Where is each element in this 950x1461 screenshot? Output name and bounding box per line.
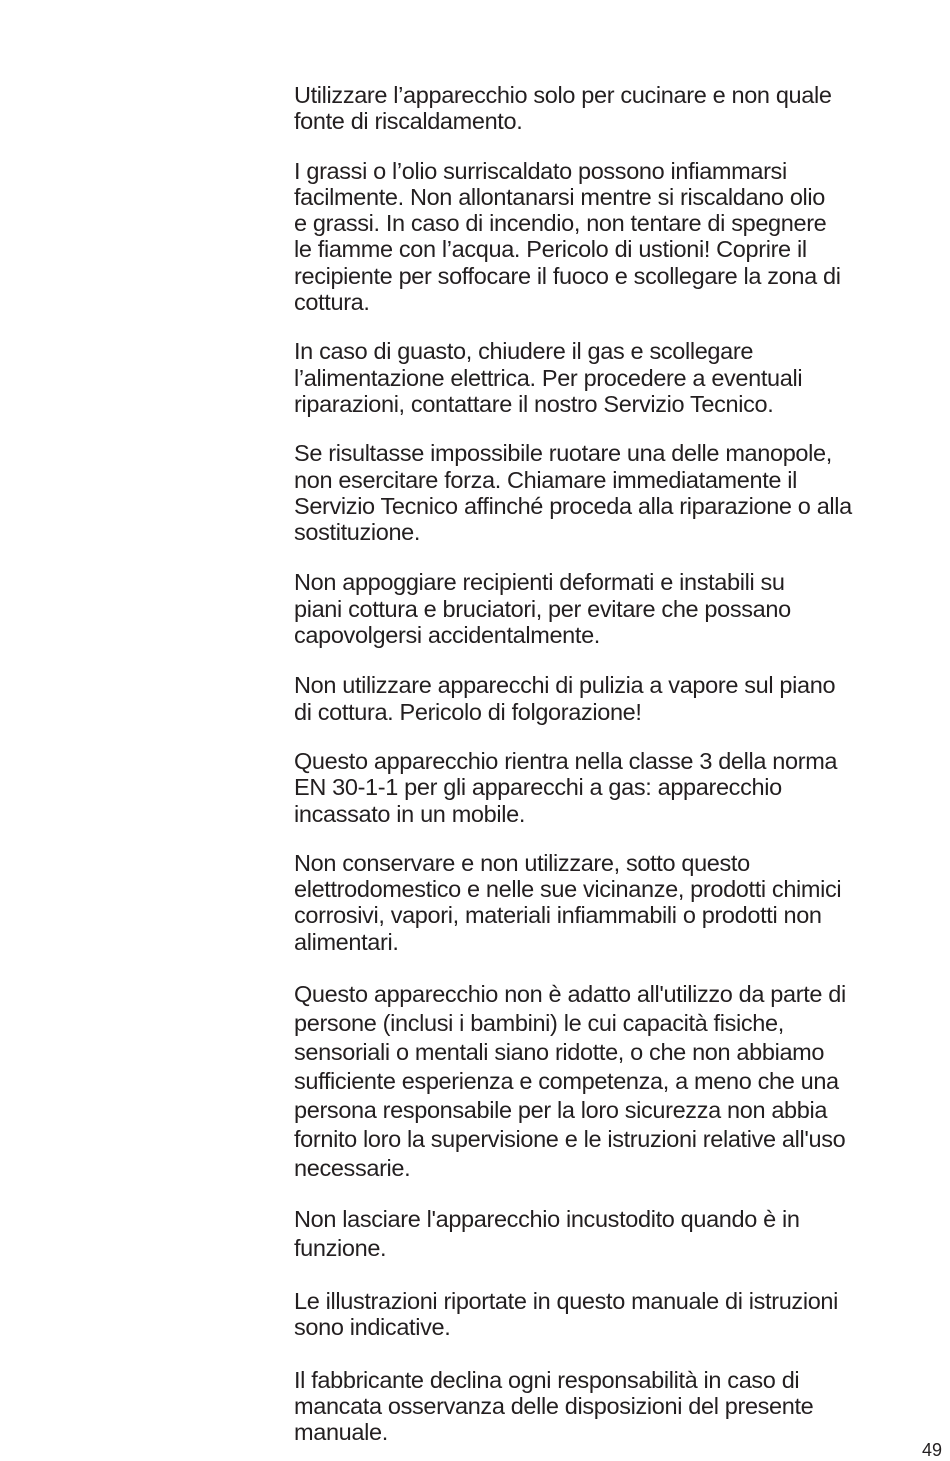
- paragraph-manufacturer-liability: [294, 1367, 924, 1446]
- text-line: non esercitare forza. Chiamare immediatamente il: [294, 466, 798, 493]
- text-line: e grassi. In caso di incendio, non tentare di spegnere: [294, 210, 827, 237]
- text-line: le fiamme con l’acqua. Pericolo di ustioni! Coprire il: [294, 236, 807, 263]
- text-line: Servizio Tecnico affinché proceda alla riparazione o alla: [294, 492, 852, 519]
- paragraph-knob: [294, 440, 924, 545]
- page-number: 49: [921, 1440, 942, 1460]
- text-line: fornito loro la supervisione e le istruzioni relative all'uso: [294, 1126, 846, 1153]
- paragraph-reduced-capacity: [294, 980, 924, 1183]
- text-line: EN 30-1-1 per gli apparecchi a gas: apparecchio: [294, 774, 782, 801]
- text-line: mancata osservanza delle disposizioni del presente: [294, 1392, 814, 1419]
- paragraph-unstable-pans: [294, 569, 924, 648]
- text-line: Le illustrazioni riportate in questo manuale di istruzioni: [294, 1288, 838, 1315]
- text-line: funzione.: [294, 1235, 387, 1262]
- text-line: In caso di guasto, chiudere il gas e scollegare: [294, 338, 754, 365]
- paragraph-fault: [294, 338, 924, 417]
- text-line: Il fabbricante declina ogni responsabilità in caso di: [294, 1366, 800, 1393]
- text-column: [294, 82, 924, 1446]
- text-line: persona responsabile per la loro sicurezza non abbia: [294, 1097, 828, 1124]
- paragraph-unattended: [294, 1205, 924, 1263]
- text-line: Utilizzare l’apparecchio solo per cucinare e non quale: [294, 82, 832, 108]
- text-line: Non conservare e non utilizzare, sotto questo: [294, 849, 750, 876]
- text-line: incassato in un mobile.: [294, 800, 526, 827]
- text-line: riparazioni, contattare il nostro Servizio Tecnico.: [294, 390, 774, 417]
- text-line: di cottura. Pericolo di folgorazione!: [294, 698, 642, 725]
- text-line: Non appoggiare recipienti deformati e instabili su: [294, 569, 785, 596]
- text-line: necessarie.: [294, 1155, 411, 1182]
- text-line: sensoriali o mentali siano ridotte, o che non abbiamo: [294, 1039, 825, 1066]
- text-line: I grassi o l’olio surriscaldato possono infiammarsi: [294, 157, 787, 184]
- text-line: persone (inclusi i bambini) le cui capacità fisiche,: [294, 1010, 784, 1037]
- text-line: piani cottura e bruciatori, per evitare che possano: [294, 595, 791, 622]
- text-line: Questo apparecchio non è adatto all'utilizzo da parte di: [294, 981, 846, 1008]
- text-line: capovolgersi accidentalmente.: [294, 622, 600, 649]
- text-line: corrosivi, vapori, materiali infiammabili o prodotti non: [294, 902, 822, 929]
- text-line: sostituzione.: [294, 519, 421, 546]
- text-line: l’alimentazione elettrica. Per procedere a eventuali: [294, 364, 803, 391]
- text-line: Non lasciare l'apparecchio incustodito quando è in: [294, 1206, 800, 1233]
- text-line: fonte di riscaldamento.: [294, 108, 523, 135]
- text-line: alimentari.: [294, 928, 399, 955]
- paragraph-cooking-only: [294, 82, 924, 135]
- paragraph-chemicals: [294, 850, 924, 955]
- paragraph-illustrations: [294, 1288, 924, 1341]
- text-line: manuale.: [294, 1419, 388, 1446]
- text-line: Se risultasse impossibile ruotare una delle manopole,: [294, 440, 832, 467]
- paragraph-steam-cleaner: [294, 672, 924, 725]
- paragraph-class-3: [294, 748, 924, 827]
- paragraph-hot-oil-fire: [294, 158, 924, 316]
- text-line: sufficiente esperienza e competenza, a meno che una: [294, 1068, 839, 1095]
- text-line: recipiente per soffocare il fuoco e scollegare la zona di: [294, 262, 841, 289]
- text-line: Questo apparecchio rientra nella classe 3 della norma: [294, 747, 838, 774]
- text-line: sono indicative.: [294, 1314, 451, 1341]
- text-line: cottura.: [294, 289, 370, 316]
- text-line: elettrodomestico e nelle sue vicinanze, prodotti chimici: [294, 876, 842, 903]
- text-line: facilmente. Non allontanarsi mentre si riscaldano olio: [294, 183, 826, 210]
- text-line: Non utilizzare apparecchi di pulizia a vapore sul piano: [294, 672, 836, 699]
